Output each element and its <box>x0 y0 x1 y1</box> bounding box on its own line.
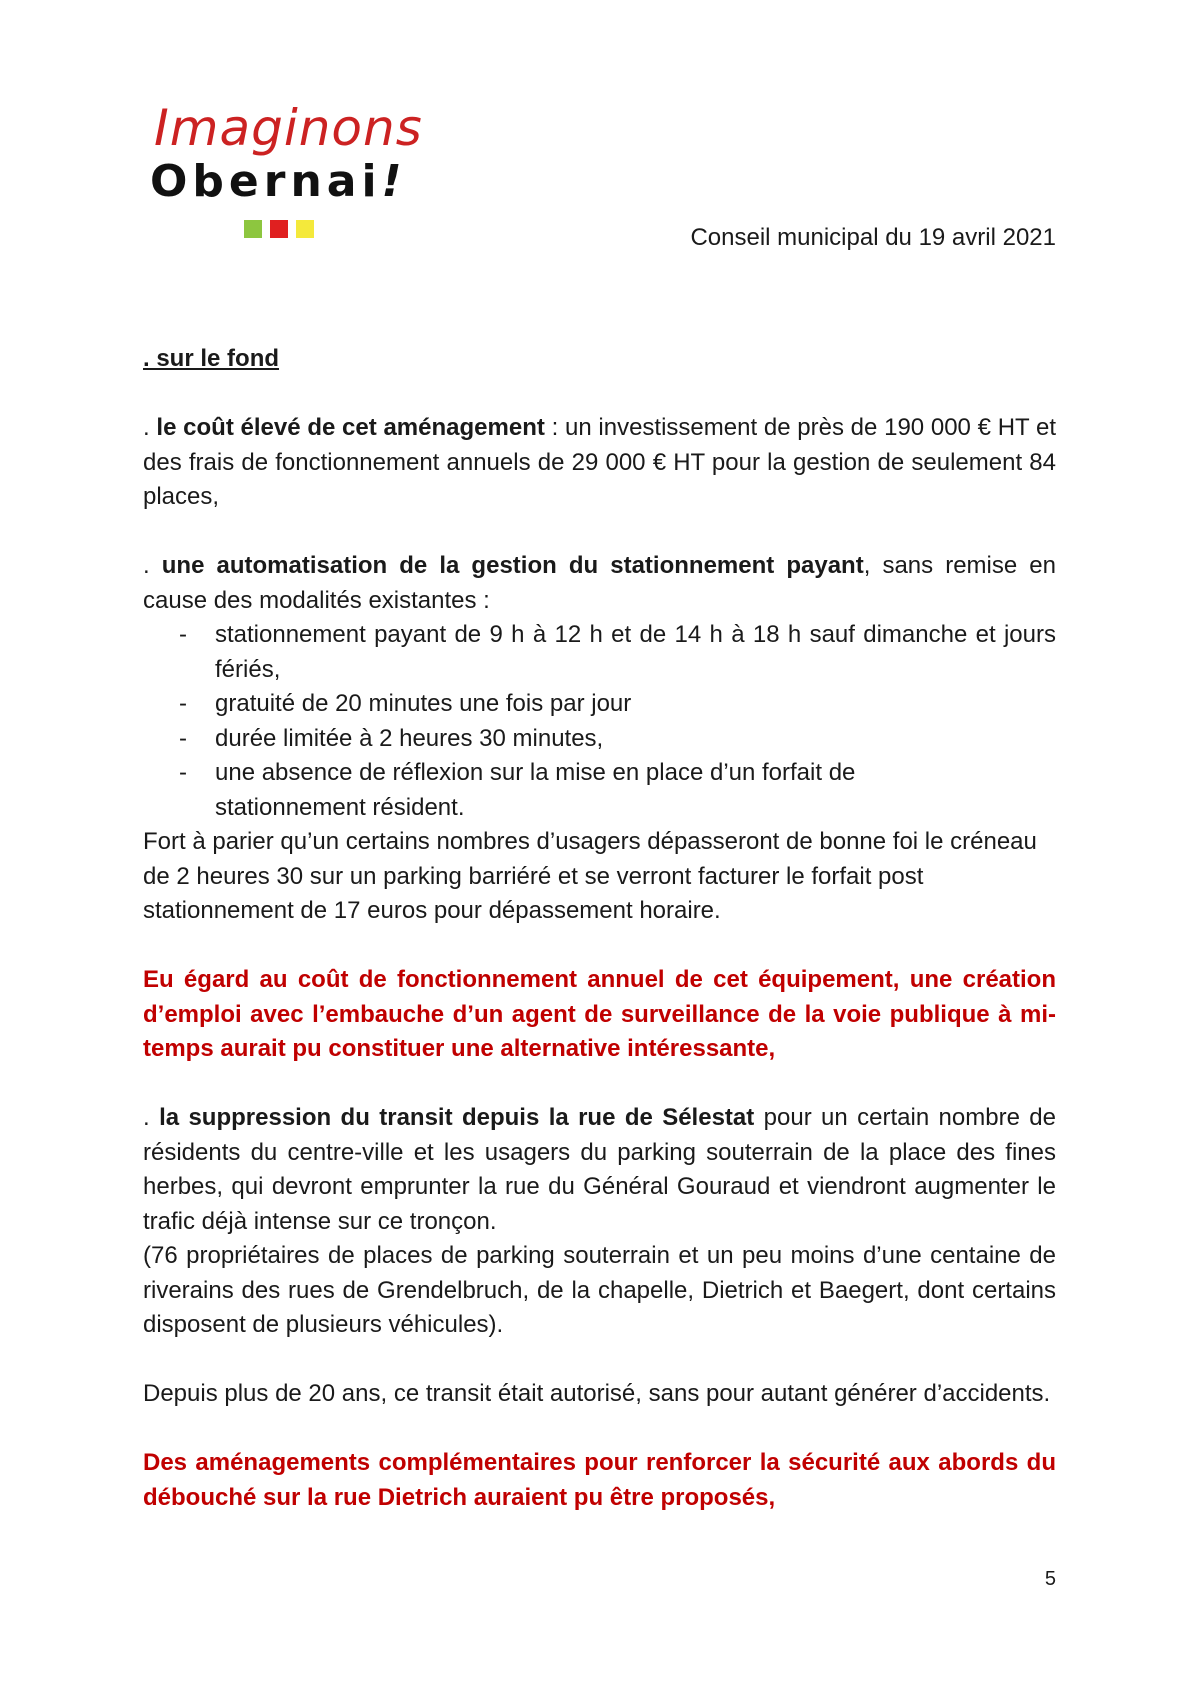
paragraph-automation <box>143 549 1056 618</box>
paragraph-transit-lead: la suppression du transit depuis la rue de Sélestat <box>159 1104 755 1131</box>
paragraph-transit <box>143 1101 1056 1239</box>
bullet-prefix: . <box>143 552 162 579</box>
paragraph-cost-lead: le coût élevé de cet aménagement <box>156 414 545 441</box>
conditions-list <box>143 618 1056 825</box>
logo-square-green <box>244 220 262 238</box>
highlight-employment-alternative: Eu égard au coût de fonctionnement annuel de cet équipement, une création d’emploi avec l’embauche d’un agent de surveillance de la voie publique à mi-temps aurait pu constituer une alternative intéressante, <box>143 966 1056 1062</box>
paragraph-transit-note: (76 propriétaires de places de parking souterrain et un peu moins d’une centaine de riverains des rues de Grendelbruch, de la chapelle, Dietrich et Baegert, dont certains disposent de plusieurs véhicules). <box>143 1242 1056 1338</box>
paragraph-automation-text: , sans remise en cause des modalités existantes : <box>143 552 1057 614</box>
bullet-prefix: . <box>143 1104 160 1131</box>
logo-color-squares <box>244 220 322 238</box>
bullet-prefix: . <box>143 414 157 441</box>
paragraph-parking-overrun: Fort à parier qu’un certains nombres d’usagers dépasseront de bonne foi le créneau de 2 heures 30 sur un parking barriéré et se verront facturer le forfait post stationnement de 17 euros pour dépassement horaire. <box>143 828 1037 924</box>
logo-exclamation: ! <box>381 156 402 207</box>
list-item: - une absence de réflexion sur la mise en place d’un forfait de stationnement résident. <box>143 756 1056 825</box>
logo-obernai-text <box>150 156 402 208</box>
logo-square-red <box>270 220 288 238</box>
list-item: - durée limitée à 2 heures 30 minutes, <box>143 722 1056 757</box>
logo-imaginons-text: Imaginons <box>154 99 423 157</box>
section-heading: . sur le fond <box>143 345 280 372</box>
paragraph-history: Depuis plus de 20 ans, ce transit était autorisé, sans pour autant générer d’accidents. <box>143 1380 1051 1407</box>
highlight-safety-proposal: Des aménagements complémentaires pour renforcer la sécurité aux abords du débouché sur la rue Dietrich auraient pu être proposés, <box>143 1449 1056 1511</box>
paragraph-automation-lead: une automatisation de la gestion du stationnement payant <box>161 552 864 579</box>
logo-square-yellow <box>296 220 314 238</box>
paragraph-cost <box>143 411 1056 515</box>
paragraph-transit-text: pour un certain nombre de résidents du centre-ville et les usagers du parking souterrain de la place des fines herbes, qui devront emprunter la rue du Général Gouraud et viendront augmenter le trafic déjà intense sur ce tronçon. <box>143 1104 1057 1235</box>
logo <box>150 100 430 240</box>
list-item: - gratuité de 20 minutes une fois par jour <box>143 687 1056 722</box>
document-body <box>143 342 1056 1515</box>
meeting-date: Conseil municipal du 19 avril 2021 <box>690 224 1056 251</box>
page-number: 5 <box>1044 1568 1056 1590</box>
logo-obernai-word: Obernai <box>150 156 382 207</box>
paragraph-cost-text: : un investissement de près de 190 000 € HT et des frais de fonctionnement annuels de 29 000 € HT pour la gestion de seulement 84 places, <box>143 414 1057 510</box>
list-item: - stationnement payant de 9 h à 12 h et de 14 h à 18 h sauf dimanche et jours fériés, <box>143 618 1056 687</box>
